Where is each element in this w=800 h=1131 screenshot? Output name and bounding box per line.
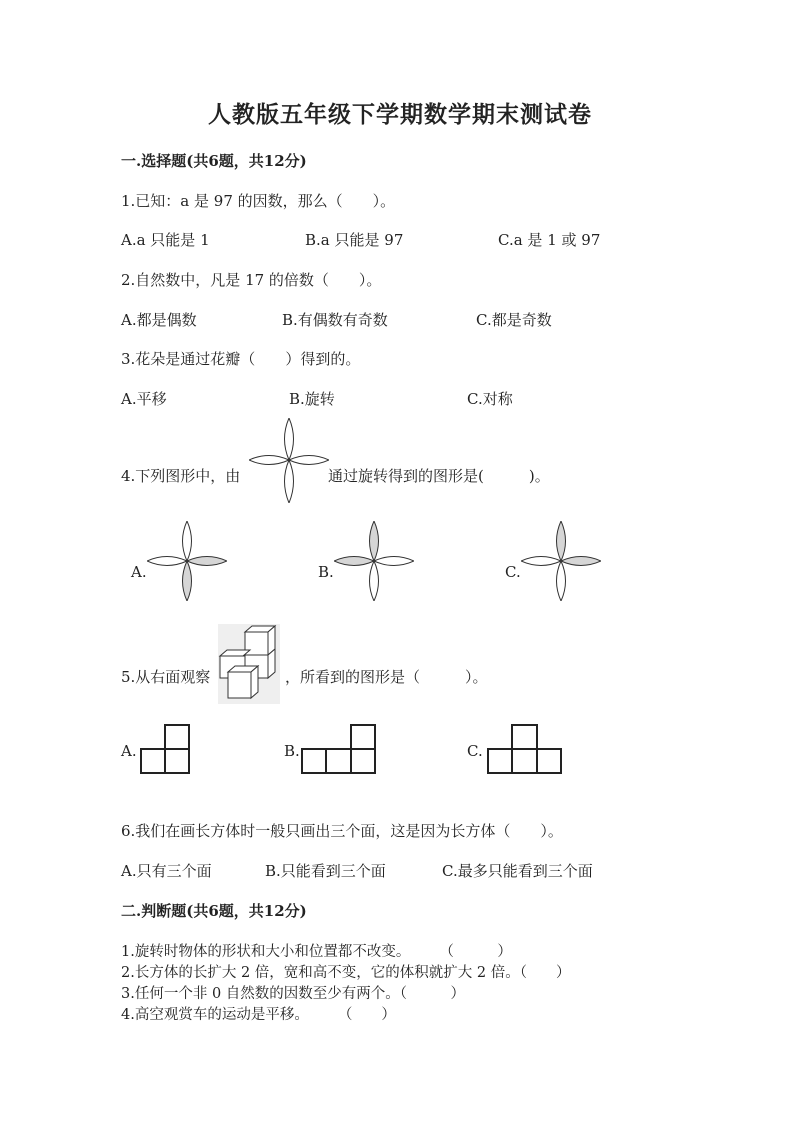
flower-option-b-figure[interactable]: [334, 521, 414, 601]
question-4-option-b[interactable]: B.: [318, 563, 334, 581]
question-6-option-a[interactable]: A.只有三个面: [121, 862, 212, 880]
view-option-c-figure[interactable]: [486, 724, 564, 776]
section-heading-true-false: 二.判断题(共6题，共12分): [121, 902, 307, 920]
question-5-option-a[interactable]: A.: [121, 742, 137, 760]
question-1-option-c[interactable]: C.a 是 1 或 97: [498, 231, 601, 249]
question-3-option-c[interactable]: C.对称: [467, 390, 513, 408]
question-2-option-b[interactable]: B.有偶数有奇数: [282, 311, 388, 329]
question-4-stem-end: 通过旋转得到的图形是( )。: [328, 467, 550, 485]
question-6-option-c[interactable]: C.最多只能看到三个面: [442, 862, 593, 880]
true-false-item-4[interactable]: 4.高空观赏车的运动是平移。 （ ）: [121, 1007, 396, 1023]
flower-reference-figure: [249, 418, 329, 503]
question-4-option-c[interactable]: C.: [505, 563, 521, 581]
page-title: 人教版五年级下学期数学期末测试卷: [208, 101, 592, 128]
question-1-option-a[interactable]: A.a 只能是 1: [121, 231, 210, 249]
question-1-option-b[interactable]: B.a 只能是 97: [305, 231, 404, 249]
true-false-item-2[interactable]: 2.长方体的长扩大 2 倍，宽和高不变，它的体积就扩大 2 倍。（ ）: [121, 965, 571, 981]
flower-option-a-figure[interactable]: [147, 521, 227, 601]
question-2-option-a[interactable]: A.都是偶数: [121, 311, 197, 329]
question-2-stem: 2.自然数中，凡是 17 的倍数（ ）。: [121, 271, 382, 289]
view-option-b-figure[interactable]: [300, 724, 378, 776]
question-3-option-a[interactable]: A.平移: [121, 390, 167, 408]
question-1-stem: 1.已知：a 是 97 的因数，那么（ ）。: [121, 192, 396, 210]
question-5-stem-end: ，所看到的图形是（ ）。: [285, 668, 488, 686]
true-false-item-3[interactable]: 3.任何一个非 0 自然数的因数至少有两个。（ ）: [121, 986, 466, 1002]
true-false-item-1[interactable]: 1.旋转时物体的形状和大小和位置都不改变。 （ ）: [121, 944, 512, 960]
question-5-stem-start: 5.从右面观察: [121, 668, 211, 686]
question-4-stem-start: 4.下列图形中，由: [121, 467, 241, 485]
section-heading-choice: 一.选择题(共6题，共12分): [121, 152, 307, 170]
question-2-option-c[interactable]: C.都是奇数: [476, 311, 552, 329]
question-5-option-c[interactable]: C.: [467, 742, 483, 760]
question-5-option-b[interactable]: B.: [284, 742, 300, 760]
question-3-option-b[interactable]: B.旋转: [289, 390, 335, 408]
question-3-stem: 3.花朵是通过花瓣（ ）得到的。: [121, 350, 361, 368]
question-6-stem: 6.我们在画长方体时一般只画出三个面，这是因为长方体（ ）。: [121, 822, 563, 840]
view-option-a-figure[interactable]: [139, 724, 191, 776]
question-4-option-a[interactable]: A.: [131, 563, 147, 581]
cube-stack-figure: [218, 624, 280, 704]
question-6-option-b[interactable]: B.只能看到三个面: [265, 862, 386, 880]
flower-option-c-figure[interactable]: [521, 521, 601, 601]
